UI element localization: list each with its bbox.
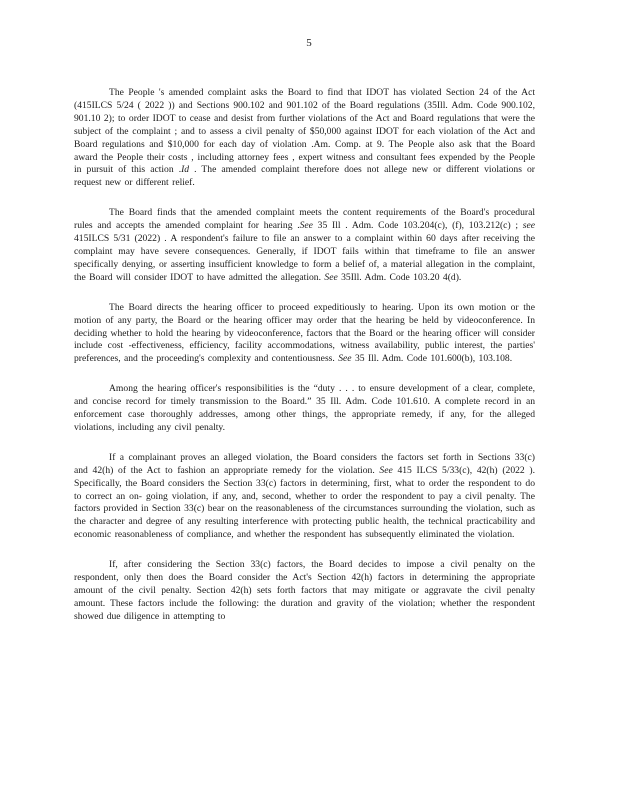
citation-signal: See bbox=[324, 271, 338, 283]
paragraph-text: The Board directs the hearing officer to proceed expeditiously to hearing. Upon its own motion or the motion of any party, the Board or the hearing officer may order that the hearing be held by videoconference. In deciding whether to hold the hearing by videoconference, factors that the Board or the hearing officer will consider include cost -effectiveness, efficiency, facility accommodations, witness availability, public interest, the parties' preferences, and the proceeding's complexity and contentiousness. bbox=[74, 301, 535, 365]
paragraph-text: The People 's amended complaint asks the Board to find that IDOT has violated Section 24 of the Act (415ILCS 5/24 ( 2022 )) and Sections 900.102 and 901.102 of the Board regulations (35Ill. Adm. Code 900.102, 901.10 2); to order IDOT to cease and desist from further violations of the Act and Board regulations that were the subject of the complaint ; and to assess a civil penalty of $50,000 against IDOT for each violation of the Act and Board regulations and $10,000 for each day of violation .Am. Comp. at 9. The People also ask that the Board award the People their costs , including attorney fees , expert witness and consultant fees expended by the People in pursuit of this action . bbox=[74, 87, 535, 176]
paragraph-text: 415 ILCS 5/33(c), 42(h) (2022 ). Specifically, the Board considers the Section 33(c) factors in determining, first, what to order the respondent to do to correct an on- going violation, if any, and, second, whether to order the respondent to pay a civil penalty. The factors provided in Section 33(c) bear on the reasonableness of the circumstances surrounding the violation, such as the character and degree of any resulting interference with protecting public health, the technical practicability and economic reasonableness of compliance, and whether the respondent has subsequently eliminated the violation. bbox=[74, 464, 535, 541]
citation-signal: Id bbox=[181, 164, 190, 176]
paragraph-text: 35 Ill. Adm. Code 101.600(b), 103.108. bbox=[351, 353, 513, 365]
body-paragraph bbox=[74, 302, 535, 367]
paragraph-text: Among the hearing officer's responsibilities is the “duty . . . to ensure development of a clear, complete, and concise record for timely transmission to the Board.” 35 Ill. Adm. Code 101.610. A complete record in an enforcement case thoroughly addresses, among other things, the appropriate remedy, if any, for the alleged violations, including any civil penalty. bbox=[74, 383, 535, 433]
paragraph-text: 35Ill. Adm. Code 103.20 4(d). bbox=[337, 271, 462, 283]
citation-signal: see bbox=[522, 220, 536, 232]
citation-signal: See bbox=[338, 353, 352, 365]
paragraph-text: 35 Ill . Adm. Code 103.204(c), (f), 103.212(c) ; bbox=[312, 220, 523, 232]
body-paragraph bbox=[74, 87, 535, 190]
body-paragraph bbox=[74, 452, 535, 542]
paragraph-text: 415ILCS 5/31 (2022) . A respondent's failure to file an answer to a complaint within 60 days after receiving the complaint may have severe consequences. Generally, if IDOT fails within that timeframe to file an answer specifically denying, or asserting insufficient knowledge to form a belief of, a material allegation in the complaint, the Board will consider IDOT to have admitted the allegation. bbox=[74, 233, 535, 283]
paragraph-text: . The amended complaint therefore does not allege new or different violations or request new or different relief. bbox=[74, 164, 535, 189]
paragraph-text: If a complainant proves an alleged violation, the Board considers the factors set forth in Sections 33(c) and 42(h) of the Act to fashion an appropriate remedy for the violation. bbox=[74, 451, 535, 476]
body-paragraph bbox=[74, 559, 535, 624]
citation-signal: See bbox=[379, 464, 393, 476]
body-paragraph bbox=[74, 383, 535, 435]
page-number: 5 bbox=[306, 37, 312, 49]
paragraph-text: The Board finds that the amended complaint meets the content requirements of the Board's procedural rules and accepts the amended complaint for hearing . bbox=[74, 207, 535, 232]
citation-signal: See bbox=[299, 220, 313, 232]
paragraph-text: If, after considering the Section 33(c) factors, the Board decides to impose a civil penalty on the respondent, only then does the Board consider the Act's Section 42(h) factors in determining the appropriate amount of the civil penalty. Section 42(h) sets forth factors that may mitigate or aggravate the civil penalty amount. These factors include the following: the duration and gravity of the violation; whether the respondent showed due diligence in attempting to bbox=[74, 559, 535, 622]
document-body bbox=[74, 87, 535, 624]
body-paragraph bbox=[74, 207, 535, 284]
